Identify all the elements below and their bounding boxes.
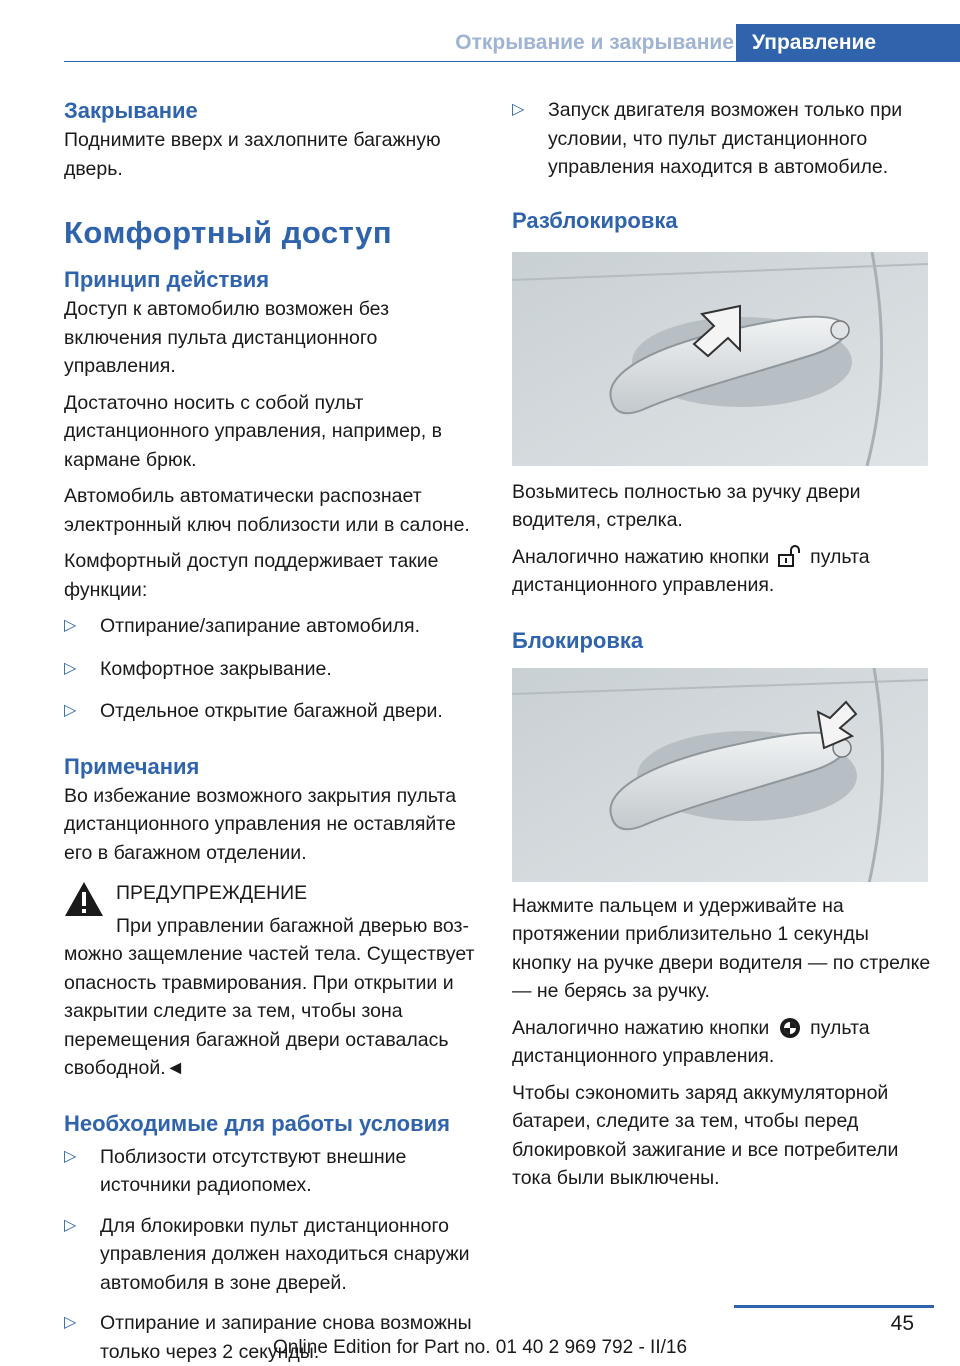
list-item: ▷ Отдельное открытие багажной двери. [64,697,480,726]
triangle-right-icon: ▷ [64,659,77,677]
warning-text: можно защемление частей тела. Существует опасность травмирования. При открытии и закрытии следите за тем, чтобы зона перемещения багажной двери оставалась свободной.◄ [64,943,475,1079]
left-column [64,96,480,1366]
comfort-access-heading: Комфортный доступ [64,215,393,250]
header-section-title: Открывание и закрывание [455,31,734,54]
list-item: ▷ Комфортное закрывание. [64,655,480,684]
right-column [512,96,932,1193]
conditions-heading: Необходимые для работы условия [64,1110,450,1136]
lock-heading: Блокировка [512,627,644,653]
principle-heading: Принцип действия [64,267,270,292]
principle-paragraph-3: Автомобиль автоматически распознает электронный ключ поблизости или в салоне. [64,485,470,536]
triangle-right-icon: ▷ [512,101,525,118]
list-item: ▷ Отпирание/запирание автомобиля. [64,612,480,641]
triangle-right-icon: ▷ [64,702,77,719]
list-item: ▷ Поблизости отсутствуют внешние источники радиопомех. [64,1143,480,1200]
header-chapter-tab: Управление [736,24,960,62]
edition-footer: Online Edition for Part no. 01 40 2 969 792 - II/16 [272,1337,688,1358]
bmw-logo-icon [775,1015,805,1041]
footer-rule [734,1305,934,1308]
notes-text: Во избежание возможного закрытия пульта дистанционного управления не оставляйте его в багажном отделении. [64,784,457,864]
unlock-heading: Разблокировка [512,207,678,233]
principle-paragraph-1: Доступ к автомобилю возможен без включения пульта дистанционного управления. [64,298,390,377]
warning-triangle-icon [64,881,104,917]
closing-heading: Закрывание [64,98,198,123]
principle-paragraph-4: Комфортный доступ поддерживает такие функции: [64,550,439,601]
list-item: ▷ Отпирание и запирание снова возможны только через 2 секунды. [64,1309,480,1366]
unlock-padlock-icon [775,544,805,570]
page-header [0,24,960,62]
unlock-paragraph-1: Возьмитесь полностью за ручку двери водителя, стрелка. [512,480,861,531]
notes-heading: Примечания [64,753,200,779]
header-rule [64,61,736,62]
lock-paragraph-1: Нажмите пальцем и удерживайте на протяжении приблизительно 1 секунды кнопку на ручке двери водителя — по стрелке — не берясь за ручку. [512,894,931,1002]
page-number: 45 [890,1312,914,1335]
lock-paragraph-3: Чтобы сэкономить заряд аккумуляторной батареи, следите за тем, чтобы перед блокировкой зажигание и все потребители тока были выключены. [512,1081,899,1189]
triangle-right-icon: ▷ [64,1216,77,1234]
list-item: ▷ Для блокировки пульт дистанционного управления должен находиться снаружи автомобиля в зоне дверей. [64,1212,480,1298]
unlock-paragraph-2: Аналогично нажатию кнопки пульта дистанционного управления. [512,545,870,596]
triangle-right-icon: ▷ [64,1147,77,1165]
closing-text: Поднимите вверх и захлопните багажную дверь. [64,129,441,180]
principle-paragraph-2: Достаточно носить с собой пульт дистанционного управления, например, в кармане брюк. [64,391,442,471]
triangle-right-icon: ▷ [64,1314,77,1331]
list-item: ▷ Запуск двигателя возможен только при условии, что пульт дистанционного управления находится в автомобиле. [512,96,932,182]
lock-paragraph-2: Аналогично нажатию кнопки пульта дистанционного управления. [512,1016,870,1067]
lock-door-handle-image [512,668,928,882]
warning-block [64,879,480,1083]
triangle-right-icon: ▷ [64,617,77,634]
warning-title: ПРЕДУПРЕЖДЕНИЕ [116,882,308,904]
unlock-door-handle-image [512,252,928,466]
warning-line-1: При управлении багажной дверью воз- [116,914,469,937]
